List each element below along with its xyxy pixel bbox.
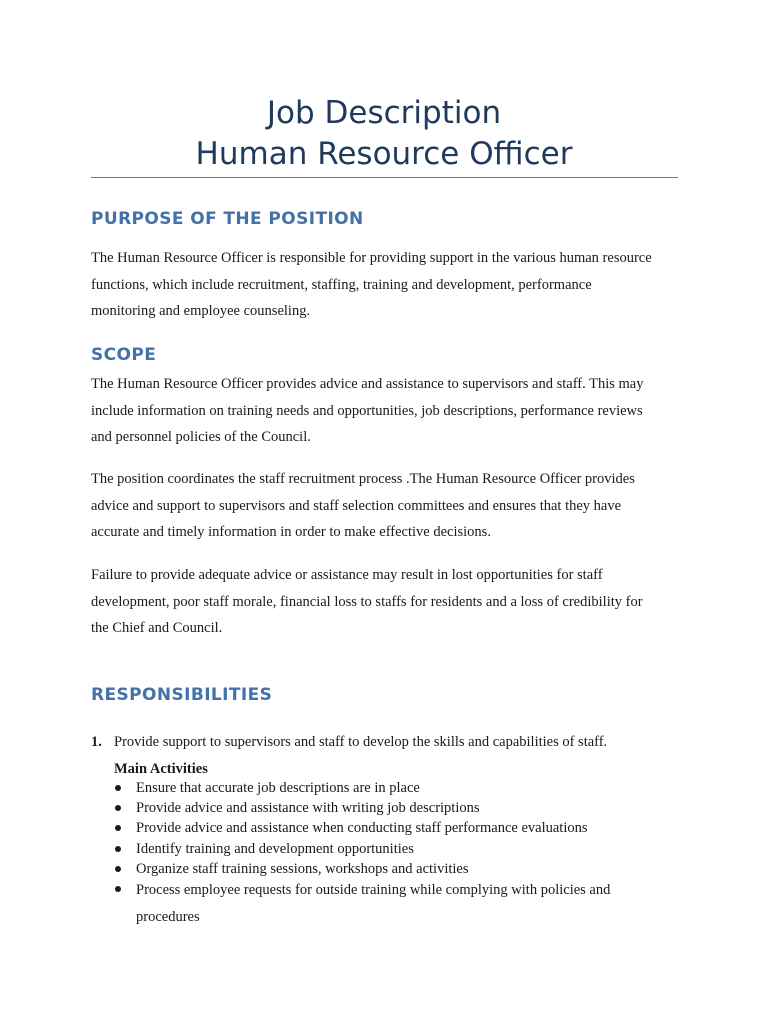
scope-line: Failure to provide adequate advice or assistance may result in lost opportunities for staff [91,567,603,583]
purpose-paragraph [91,245,691,325]
list-item-text: Provide advice and assistance with writing job descriptions [136,800,480,817]
list-item-text: Provide advice and assistance when conducting staff performance evaluations [136,820,588,837]
list-item-text: Ensure that accurate job descriptions are in place [136,780,420,796]
purpose-line: functions, which include recruitment, staffing, training and development, performance [91,276,592,293]
main-activities-heading: Main Activities [114,761,208,777]
responsibilities-heading: RESPONSIBILITIES [91,685,273,705]
bullet-icon [115,805,121,811]
bullet-icon [115,866,121,872]
list-item-text: Organize staff training sessions, workshops and activities [136,860,469,877]
list-item-text: Identify training and development opportunities [136,840,414,857]
purpose-line: monitoring and employee counseling. [91,303,311,320]
purpose-heading: PURPOSE OF THE POSITION [91,209,364,229]
scope-line: accurate and timely information in order to make effective decisions. [91,524,491,541]
scope-heading: SCOPE [91,345,157,365]
scope-line: development, poor staff morale, financial loss to staffs for residents and a loss of credibility for [91,593,643,610]
list-item [114,877,674,931]
list-item-text: procedures [136,909,200,926]
list-item [114,859,674,879]
scope-line: The Human Resource Officer provides advice and assistance to supervisors and staff. This may [91,376,644,392]
scope-paragraph-2 [91,466,691,546]
list-item [114,798,674,818]
list-item [114,839,674,859]
scope-line: and personnel policies of the Council. [91,429,311,446]
main-activities-list [114,778,674,931]
bullet-icon [115,785,121,791]
scope-line: include information on training needs and opportunities, job descriptions, performance reviews [91,402,643,419]
responsibility-text: Provide support to supervisors and staff to develop the skills and capabilities of staff. [114,734,608,750]
scope-line: The position coordinates the staff recruitment process .The Human Resource Officer provides [91,471,635,487]
list-item-text: Process employee requests for outside training while complying with policies and [136,882,611,899]
scope-paragraph-1 [91,371,691,451]
list-item [114,818,674,838]
document-title-line-2: Human Resource Officer [195,136,573,172]
scope-line: the Chief and Council. [91,620,223,637]
bullet-icon [115,846,121,852]
document-title-line-1: Job Description [266,95,502,131]
bullet-icon [115,886,121,892]
bullet-icon [115,825,121,831]
scope-line: advice and support to supervisors and staff selection committees and ensures that they have [91,497,622,514]
purpose-line: The Human Resource Officer is responsible for providing support in the various human resource [91,250,652,266]
title-divider [91,177,678,178]
list-item [114,778,674,798]
scope-paragraph-3 [91,562,691,642]
responsibility-number: 1. [91,734,102,750]
